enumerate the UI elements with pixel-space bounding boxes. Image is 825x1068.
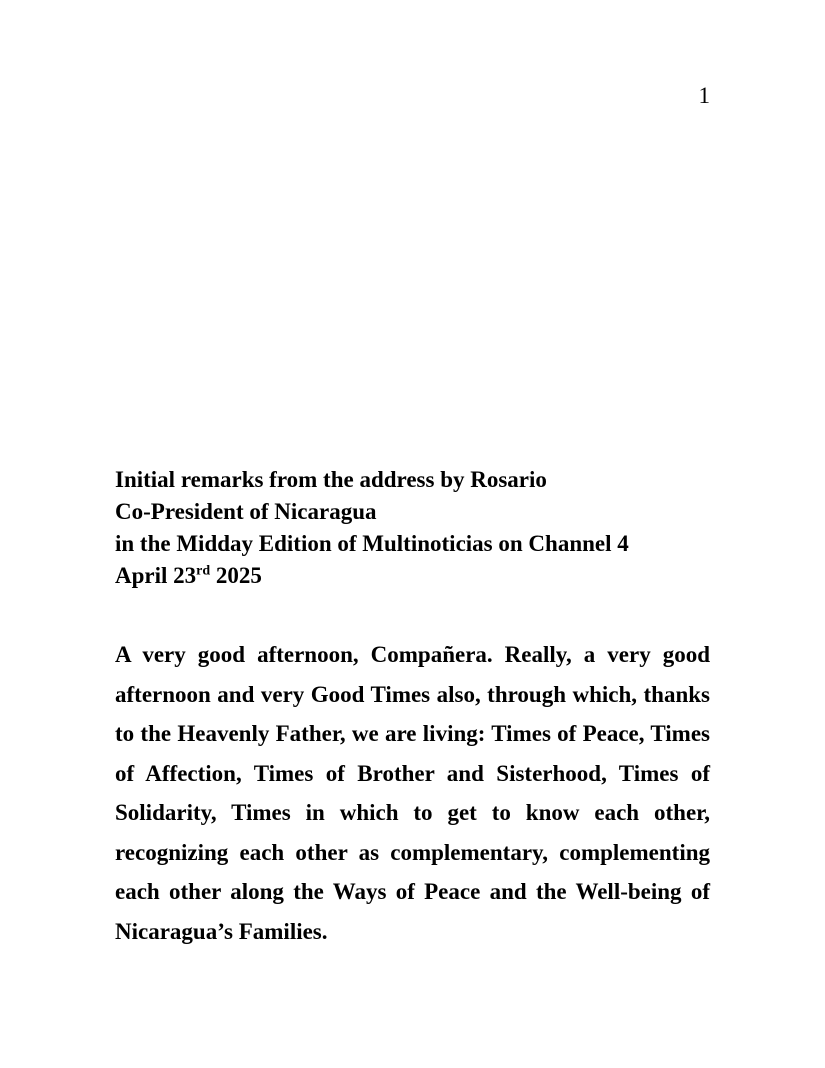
- page-number: 1: [698, 83, 710, 108]
- heading-line-date: [115, 560, 755, 592]
- paragraph-line: to the Heavenly Father, we are living: Times of Peace, Times: [115, 721, 710, 746]
- document-heading: [115, 464, 755, 592]
- body-paragraph: [115, 635, 710, 951]
- heading-line-title: Initial remarks from the address by Rosario: [115, 467, 547, 492]
- paragraph-line: Solidarity, Times in which to get to know each other,: [115, 800, 710, 825]
- paragraph-line: of Affection, Times of Brother and Sisterhood, Times of: [115, 760, 710, 786]
- date-year: 2025: [210, 563, 262, 588]
- date-ordinal-suffix: rd: [196, 563, 211, 579]
- date-day: April 23: [115, 563, 197, 588]
- paragraph-line: each other along the Ways of Peace and the Well-being of: [115, 879, 710, 904]
- heading-line-venue: in the Midday Edition of Multinoticias on Channel 4: [115, 531, 629, 556]
- paragraph-line: A very good afternoon, Compañera. Really, a very good: [115, 642, 710, 667]
- paragraph-line: Nicaragua’s Families.: [115, 918, 328, 944]
- heading-line-speaker: Co-President of Nicaragua: [115, 499, 377, 524]
- paragraph-line: recognizing each other as complementary, complementing: [115, 839, 710, 865]
- paragraph-line: afternoon and very Good Times also, through which, thanks: [115, 681, 710, 707]
